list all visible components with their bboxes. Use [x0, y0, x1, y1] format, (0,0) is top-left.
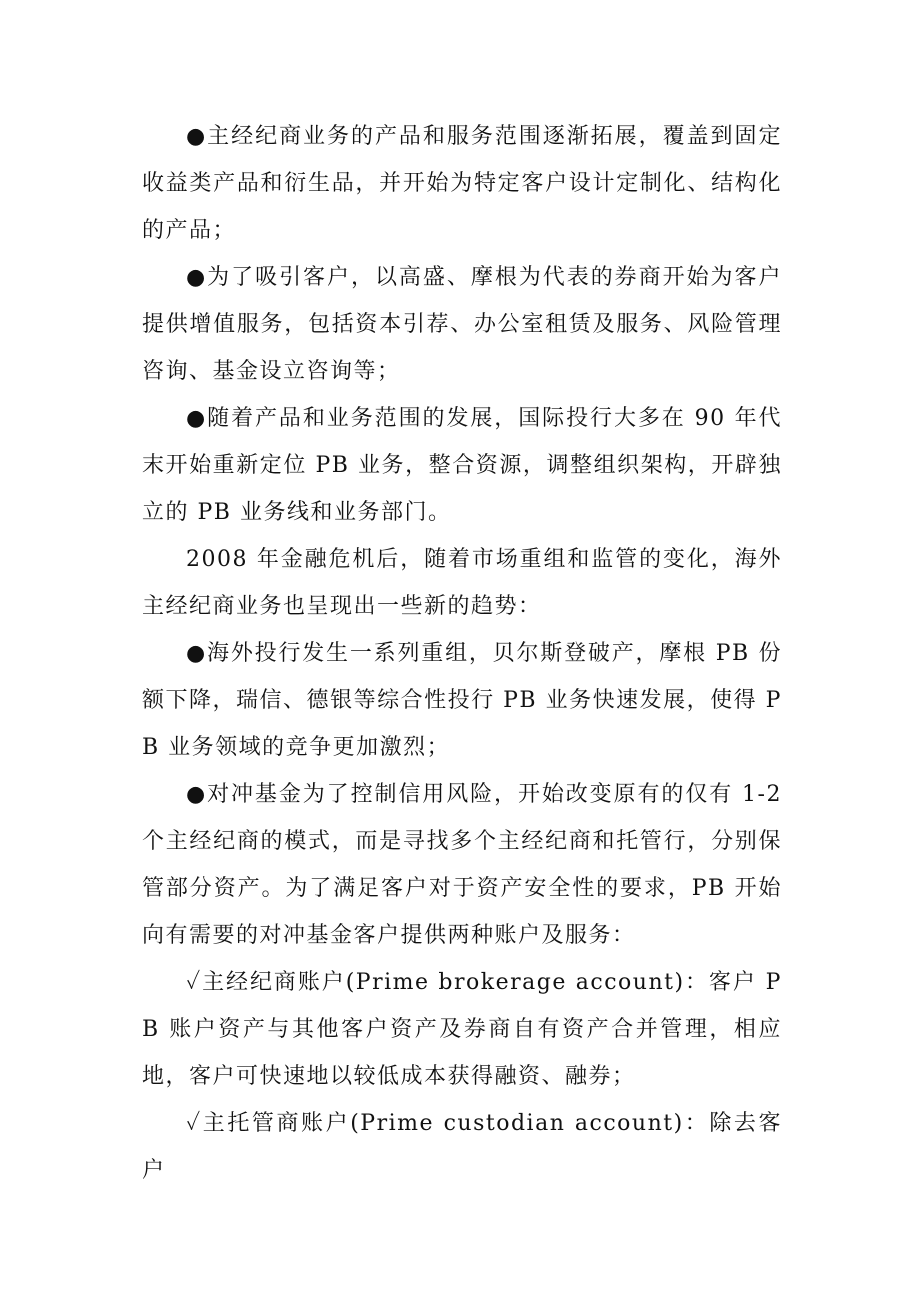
bullet-marker: ●	[186, 641, 208, 666]
paragraph-text: 随着产品和业务范围的发展，国际投行大多在 90 年代末开始重新定位 PB 业务，整合资源，调整组织架构，开辟独立的 PB 业务线和业务部门。	[142, 406, 783, 525]
paragraph-3	[142, 395, 782, 536]
paragraph-2	[142, 254, 782, 395]
paragraph-text: 对冲基金为了控制信用风险，开始改变原有的仅有 1-2 个主经纪商的模式，而是寻找多个主经纪商和托管行，分别保管部分资产。为了满足客户对于资产安全性的要求，PB 开始向有需要的对冲基金客户提供两种账户及服务：	[142, 782, 782, 948]
paragraph-8	[142, 1100, 782, 1194]
paragraph-6	[142, 771, 782, 959]
paragraph-1	[142, 113, 782, 254]
bullet-marker: ●	[186, 124, 208, 149]
paragraph-text: 2008 年金融危机后，随着市场重组和监管的变化，海外主经纪商业务也呈现出一些新的趋势：	[142, 547, 782, 619]
bullet-marker: ●	[186, 406, 208, 431]
paragraph-text: 主经纪商业务的产品和服务范围逐渐拓展，覆盖到固定收益类产品和衍生品，并开始为特定客户设计定制化、结构化的产品；	[142, 124, 782, 243]
document-body	[142, 113, 782, 1194]
paragraph-text: 为了吸引客户，以高盛、摩根为代表的券商开始为客户提供增值服务，包括资本引荐、办公室租赁及服务、风险管理咨询、基金设立咨询等；	[142, 265, 782, 384]
check-marker: ✓	[186, 970, 203, 995]
paragraph-4	[142, 536, 782, 630]
bullet-marker: ●	[186, 265, 208, 290]
paragraph-5	[142, 630, 782, 771]
bullet-marker: ●	[186, 782, 208, 807]
check-marker: ✓	[186, 1111, 203, 1136]
paragraph-text: 主托管商账户(Prime custodian account)：除去客户	[142, 1111, 782, 1183]
paragraph-text: 海外投行发生一系列重组，贝尔斯登破产，摩根 PB 份额下降，瑞信、德银等综合性投行 PB 业务快速发展，使得 PB 业务领域的竞争更加激烈；	[142, 641, 782, 760]
paragraph-text: 主经纪商账户(Prime brokerage account)：客户 PB 账户资产与其他客户资产及券商自有资产合并管理，相应地，客户可快速地以较低成本获得融资、融券；	[142, 970, 782, 1089]
paragraph-7	[142, 959, 782, 1100]
